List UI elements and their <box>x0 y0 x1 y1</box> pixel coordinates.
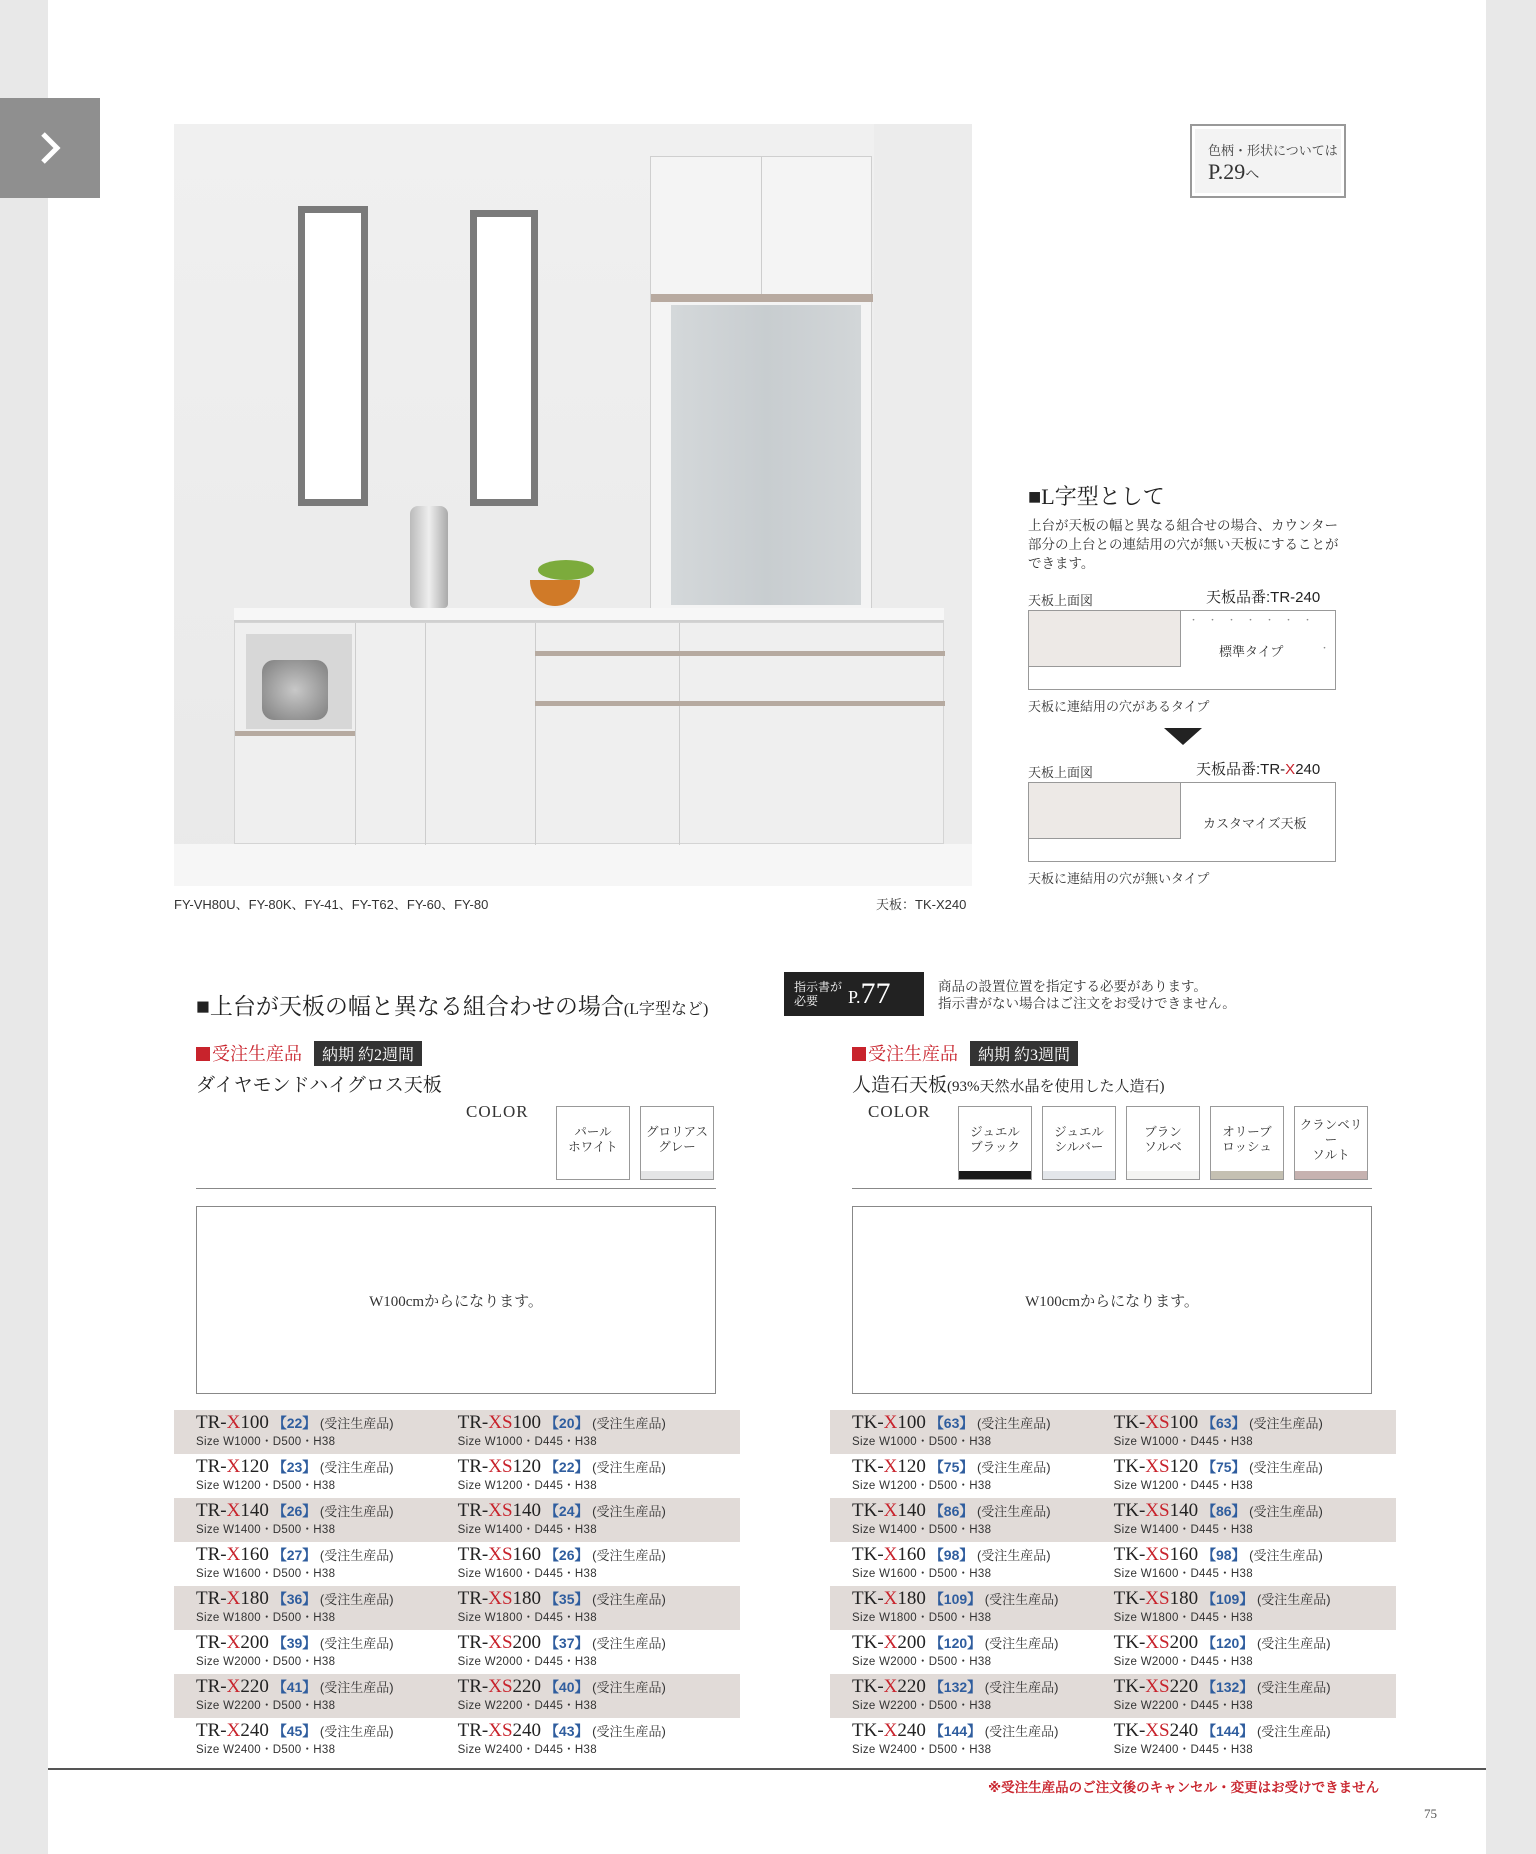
model-cell <box>1114 1586 1396 1630</box>
rice-cooker-image <box>262 660 328 720</box>
page-reference: 【144】 <box>925 1723 982 1739</box>
size-spec: Size W1400・D445・H38 <box>457 1524 597 1536</box>
size-spec: Size W2200・D500・H38 <box>852 1700 992 1712</box>
color-label: COLOR <box>868 1102 931 1121</box>
table-row <box>174 1498 740 1542</box>
left-size-table <box>174 1410 740 1762</box>
model-cell <box>830 1674 1114 1718</box>
size-spec: Size W1400・D500・H38 <box>852 1524 992 1536</box>
ref-box-text: 色柄・形状については <box>1208 143 1338 158</box>
page-reference: 【63】 <box>925 1415 974 1431</box>
page-number: 75 <box>1424 1806 1437 1821</box>
model-cell <box>830 1586 1114 1630</box>
model-cell <box>830 1630 1114 1674</box>
model-cell <box>174 1454 458 1498</box>
model-number: TR-X220 【41】 (受注生産品) <box>196 1676 394 1697</box>
section-title: ■上台が天板の幅と異なる組合わせの場合(L字型など) <box>196 994 709 1019</box>
swatch-color-bar <box>1295 1171 1367 1179</box>
right-product-header <box>852 1040 1165 1097</box>
model-number: TR-XS220 【40】 (受注生産品) <box>457 1676 666 1697</box>
model-number: TK-XS200 【120】 (受注生産品) <box>1113 1632 1331 1653</box>
model-cell <box>174 1630 458 1674</box>
ref-box-suffix: へ <box>1245 166 1260 182</box>
kitchen-cabinet-photo <box>174 124 972 886</box>
model-cell <box>830 1718 1114 1762</box>
size-spec: Size W2000・D500・H38 <box>852 1656 992 1668</box>
page-reference: 【27】 <box>268 1547 317 1563</box>
arrow-down-icon <box>1164 728 1202 745</box>
size-spec: Size W2200・D500・H38 <box>196 1700 336 1712</box>
page-reference: 【86】 <box>925 1503 974 1519</box>
l-type-title: ■L字型として <box>1028 484 1165 509</box>
model-cell <box>830 1542 1114 1586</box>
footer-cancel-note: ※受注生産品のご注文後のキャンセル・変更はお受けできません <box>988 1780 1380 1795</box>
page-reference: 【109】 <box>925 1591 982 1607</box>
table-row <box>174 1410 740 1454</box>
swatch-label: オリーブ ロッシュ <box>1222 1125 1272 1154</box>
delivery-badge: 納期 約2週間 <box>314 1041 422 1066</box>
table-row <box>174 1630 740 1674</box>
page-reference: 【20】 <box>541 1415 589 1431</box>
page-reference: 【40】 <box>541 1679 589 1695</box>
model-cell <box>458 1630 740 1674</box>
model-cell <box>458 1498 740 1542</box>
model-number: TR-XS240 【43】 (受注生産品) <box>457 1720 666 1741</box>
model-number: TK-XS120 【75】 (受注生産品) <box>1113 1456 1323 1477</box>
diagram2-note: 天板に連結用の穴が無いタイプ <box>1028 871 1210 886</box>
model-number: TK-X240 【144】 (受注生産品) <box>852 1720 1059 1741</box>
diagram1-note: 天板に連結用の穴があるタイプ <box>1028 699 1210 714</box>
model-cell <box>458 1586 740 1630</box>
model-number: TR-X240 【45】 (受注生産品) <box>196 1720 394 1741</box>
left-product-header <box>196 1040 442 1097</box>
page-reference: 【22】 <box>541 1459 589 1475</box>
color-swatch[interactable] <box>1126 1106 1200 1180</box>
swatch-color-bar <box>557 1171 629 1179</box>
product-name: 人造石天板(93%天然水晶を使用した人造石) <box>852 1075 1165 1096</box>
right-size-note-box: W100cmからになります。 <box>852 1206 1372 1394</box>
color-swatch[interactable] <box>1294 1106 1368 1180</box>
model-cell <box>174 1410 458 1454</box>
size-spec: Size W1200・D445・H38 <box>457 1480 597 1492</box>
diagram1-label: 天板上面図 <box>1028 593 1094 608</box>
model-cell <box>174 1498 458 1542</box>
size-spec: Size W2000・D500・H38 <box>196 1656 336 1668</box>
right-size-table <box>830 1410 1396 1762</box>
model-number: TR-XS120 【22】 (受注生産品) <box>457 1456 666 1477</box>
page-reference: 【132】 <box>925 1679 982 1695</box>
delivery-badge: 納期 約3週間 <box>970 1041 1078 1066</box>
size-spec: Size W1800・D500・H38 <box>196 1612 336 1624</box>
ref-box-page: P.29 <box>1208 159 1246 184</box>
photo-models-caption: FY-VH80U、FY-80K、FY-41、FY-T62、FY-60、FY-80 <box>174 897 489 912</box>
size-spec: Size W1800・D500・H38 <box>852 1612 992 1624</box>
swatch-color-bar <box>1211 1171 1283 1179</box>
instruction-sheet-badge <box>784 972 924 1016</box>
size-spec: Size W1600・D500・H38 <box>196 1568 336 1580</box>
size-spec: Size W1200・D445・H38 <box>1113 1480 1253 1492</box>
table-row <box>174 1586 740 1630</box>
model-cell <box>174 1542 458 1586</box>
model-number: TR-X140 【26】 (受注生産品) <box>196 1500 394 1521</box>
size-spec: Size W1200・D500・H38 <box>196 1480 336 1492</box>
size-spec: Size W2400・D445・H38 <box>1113 1744 1253 1756</box>
size-spec: Size W2200・D445・H38 <box>1113 1700 1253 1712</box>
swatch-color-bar <box>641 1171 713 1179</box>
model-cell <box>458 1542 740 1586</box>
model-cell <box>830 1410 1114 1454</box>
model-cell <box>1114 1674 1396 1718</box>
model-cell <box>1114 1718 1396 1762</box>
size-spec: Size W2000・D445・H38 <box>1113 1656 1253 1668</box>
model-cell <box>1114 1498 1396 1542</box>
table-row <box>174 1718 740 1762</box>
size-spec: Size W1400・D445・H38 <box>1113 1524 1253 1536</box>
size-spec: Size W2400・D445・H38 <box>457 1744 597 1756</box>
table-row <box>174 1542 740 1586</box>
size-spec: Size W1600・D500・H38 <box>852 1568 992 1580</box>
size-spec: Size W1600・D445・H38 <box>457 1568 597 1580</box>
model-cell <box>830 1454 1114 1498</box>
page-reference: 【45】 <box>268 1723 317 1739</box>
model-cell <box>830 1498 1114 1542</box>
instruction-note: 商品の設置位置を指定する必要があります。 指示書がない場合はご注文をお受けできません。 <box>938 979 1236 1011</box>
table-row <box>174 1454 740 1498</box>
diagram2-inner-label: カスタマイズ天板 <box>1203 816 1307 831</box>
swatch-label: ブラン ソルベ <box>1144 1125 1182 1154</box>
model-cell <box>174 1586 458 1630</box>
page-reference: 【37】 <box>541 1635 589 1651</box>
size-spec: Size W2400・D500・H38 <box>196 1744 336 1756</box>
next-page-button[interactable] <box>0 98 100 198</box>
model-cell <box>458 1674 740 1718</box>
swatch-color-bar <box>1043 1171 1115 1179</box>
page-reference: 【26】 <box>268 1503 317 1519</box>
page-reference: 【26】 <box>541 1547 589 1563</box>
color-swatch[interactable] <box>1210 1106 1284 1180</box>
made-to-order-label: 受注生産品 <box>196 1040 302 1066</box>
divider <box>196 1188 716 1189</box>
color-label: COLOR <box>466 1102 529 1121</box>
diagram2-hinban: 天板品番:TR-X240 <box>1196 761 1321 778</box>
size-spec: Size W1400・D500・H38 <box>196 1524 336 1536</box>
page-reference: 【109】 <box>1198 1591 1254 1607</box>
size-spec: Size W1800・D445・H38 <box>457 1612 597 1624</box>
model-cell <box>174 1674 458 1718</box>
page-reference: 【24】 <box>541 1503 589 1519</box>
model-number: TR-XS180 【35】 (受注生産品) <box>457 1588 666 1609</box>
diagram2-label: 天板上面図 <box>1028 765 1094 780</box>
size-spec: Size W1000・D500・H38 <box>852 1436 992 1448</box>
size-spec: Size W1800・D445・H38 <box>1113 1612 1253 1624</box>
divider <box>852 1188 1372 1189</box>
model-cell <box>458 1718 740 1762</box>
countertop-diagram-standard <box>1028 610 1336 690</box>
page-reference: 【63】 <box>1198 1415 1246 1431</box>
model-number: TK-XS160 【98】 (受注生産品) <box>1113 1544 1323 1565</box>
model-cell <box>1114 1630 1396 1674</box>
model-number: TR-X180 【36】 (受注生産品) <box>196 1588 394 1609</box>
badge-page: P.77 <box>848 977 891 1010</box>
model-cell <box>1114 1410 1396 1454</box>
page-reference: 【86】 <box>1198 1503 1246 1519</box>
model-number: TK-X140 【86】 (受注生産品) <box>852 1500 1051 1521</box>
page-reference: 【132】 <box>1198 1679 1254 1695</box>
model-cell <box>1114 1454 1396 1498</box>
size-spec: Size W1000・D500・H38 <box>196 1436 336 1448</box>
left-size-note-box: W100cmからになります。 <box>196 1206 716 1394</box>
swatch-color-bar <box>959 1171 1031 1179</box>
page-reference: 【43】 <box>541 1723 589 1739</box>
model-cell <box>174 1718 458 1762</box>
page-reference: 【36】 <box>268 1591 317 1607</box>
made-to-order-label: 受注生産品 <box>852 1040 958 1066</box>
size-spec: Size W1200・D500・H38 <box>852 1480 992 1492</box>
model-number: TK-XS100 【63】 (受注生産品) <box>1113 1412 1323 1433</box>
page-reference: 【120】 <box>925 1635 982 1651</box>
swatch-label: クランベリー ソルト <box>1299 1117 1363 1162</box>
model-number: TK-X160 【98】 (受注生産品) <box>852 1544 1051 1565</box>
diagram1-hinban: 天板品番:TR-240 <box>1206 589 1321 606</box>
model-number: TR-XS100 【20】 (受注生産品) <box>457 1412 666 1433</box>
model-number: TK-XS240 【144】 (受注生産品) <box>1113 1720 1331 1741</box>
swatch-label: グロリアス グレー <box>645 1125 708 1154</box>
model-cell <box>1114 1542 1396 1586</box>
size-spec: Size W1000・D445・H38 <box>1113 1436 1253 1448</box>
table-row <box>830 1630 1396 1674</box>
size-spec: Size W2400・D500・H38 <box>852 1744 992 1756</box>
swatch-color-bar <box>1127 1171 1199 1179</box>
model-number: TR-X100 【22】 (受注生産品) <box>196 1412 394 1433</box>
color-reference-box <box>1190 124 1346 198</box>
table-row <box>830 1718 1396 1762</box>
size-spec: Size W2000・D445・H38 <box>457 1656 597 1668</box>
page-reference: 【120】 <box>1198 1635 1254 1651</box>
photo-top-caption: 天板：TK-X240 <box>876 897 967 912</box>
page-reference: 【75】 <box>1198 1459 1246 1475</box>
countertop-diagram-custom <box>1028 782 1336 862</box>
model-cell <box>458 1410 740 1454</box>
table-row <box>830 1498 1396 1542</box>
page-reference: 【98】 <box>1198 1547 1246 1563</box>
page-reference: 【39】 <box>268 1635 317 1651</box>
swatch-label: ジュエル ブラック <box>970 1125 1020 1154</box>
model-number: TK-XS140 【86】 (受注生産品) <box>1113 1500 1323 1521</box>
color-swatch[interactable] <box>556 1106 630 1180</box>
model-number: TR-X160 【27】 (受注生産品) <box>196 1544 394 1565</box>
table-row <box>174 1674 740 1718</box>
table-row <box>830 1410 1396 1454</box>
color-swatch[interactable] <box>640 1106 714 1180</box>
model-number: TK-XS220 【132】 (受注生産品) <box>1113 1676 1331 1697</box>
l-type-description: 上台が天板の幅と異なる組合せの場合、カウンター部分の上台との連結用の穴が無い天板にすることができます。 <box>1028 518 1339 571</box>
table-row <box>830 1542 1396 1586</box>
page-reference: 【35】 <box>541 1591 589 1607</box>
badge-label: 指示書が必要 <box>794 980 843 1008</box>
page-reference: 【98】 <box>925 1547 974 1563</box>
model-number: TK-X100 【63】 (受注生産品) <box>852 1412 1051 1433</box>
model-number: TK-X120 【75】 (受注生産品) <box>852 1456 1051 1477</box>
model-number: TR-XS200 【37】 (受注生産品) <box>457 1632 666 1653</box>
diagram1-inner-label: 標準タイプ <box>1219 644 1284 659</box>
table-row <box>830 1454 1396 1498</box>
page-reference: 【23】 <box>268 1459 317 1475</box>
model-number: TR-XS140 【24】 (受注生産品) <box>457 1500 666 1521</box>
swatch-label: パール ホワイト <box>568 1125 618 1154</box>
page-reference: 【22】 <box>268 1415 317 1431</box>
swatch-label: ジュエル シルバー <box>1054 1125 1104 1154</box>
size-spec: Size W1600・D445・H38 <box>1113 1568 1253 1580</box>
chevron-right-icon <box>30 128 70 168</box>
page-reference: 【41】 <box>268 1679 317 1695</box>
size-spec: Size W2200・D445・H38 <box>457 1700 597 1712</box>
model-cell <box>458 1454 740 1498</box>
table-row <box>830 1674 1396 1718</box>
color-swatch[interactable] <box>1042 1106 1116 1180</box>
model-number: TK-X200 【120】 (受注生産品) <box>852 1632 1059 1653</box>
table-row <box>830 1586 1396 1630</box>
product-name: ダイヤモンドハイグロス天板 <box>196 1075 442 1096</box>
size-spec: Size W1000・D445・H38 <box>457 1436 597 1448</box>
model-number: TR-X200 【39】 (受注生産品) <box>196 1632 394 1653</box>
page-reference: 【144】 <box>1198 1723 1254 1739</box>
color-swatch[interactable] <box>958 1106 1032 1180</box>
connection-hole-right: ・ <box>1319 643 1329 653</box>
page-reference: 【75】 <box>925 1459 974 1475</box>
connection-holes: ・・・・・・・ <box>1189 615 1323 625</box>
footer-rule <box>48 1768 1486 1770</box>
model-number: TK-X220 【132】 (受注生産品) <box>852 1676 1059 1697</box>
model-number: TK-X180 【109】 (受注生産品) <box>852 1588 1059 1609</box>
model-number: TR-X120 【23】 (受注生産品) <box>196 1456 394 1477</box>
model-number: TK-XS180 【109】 (受注生産品) <box>1113 1588 1331 1609</box>
model-number: TR-XS160 【26】 (受注生産品) <box>457 1544 666 1565</box>
